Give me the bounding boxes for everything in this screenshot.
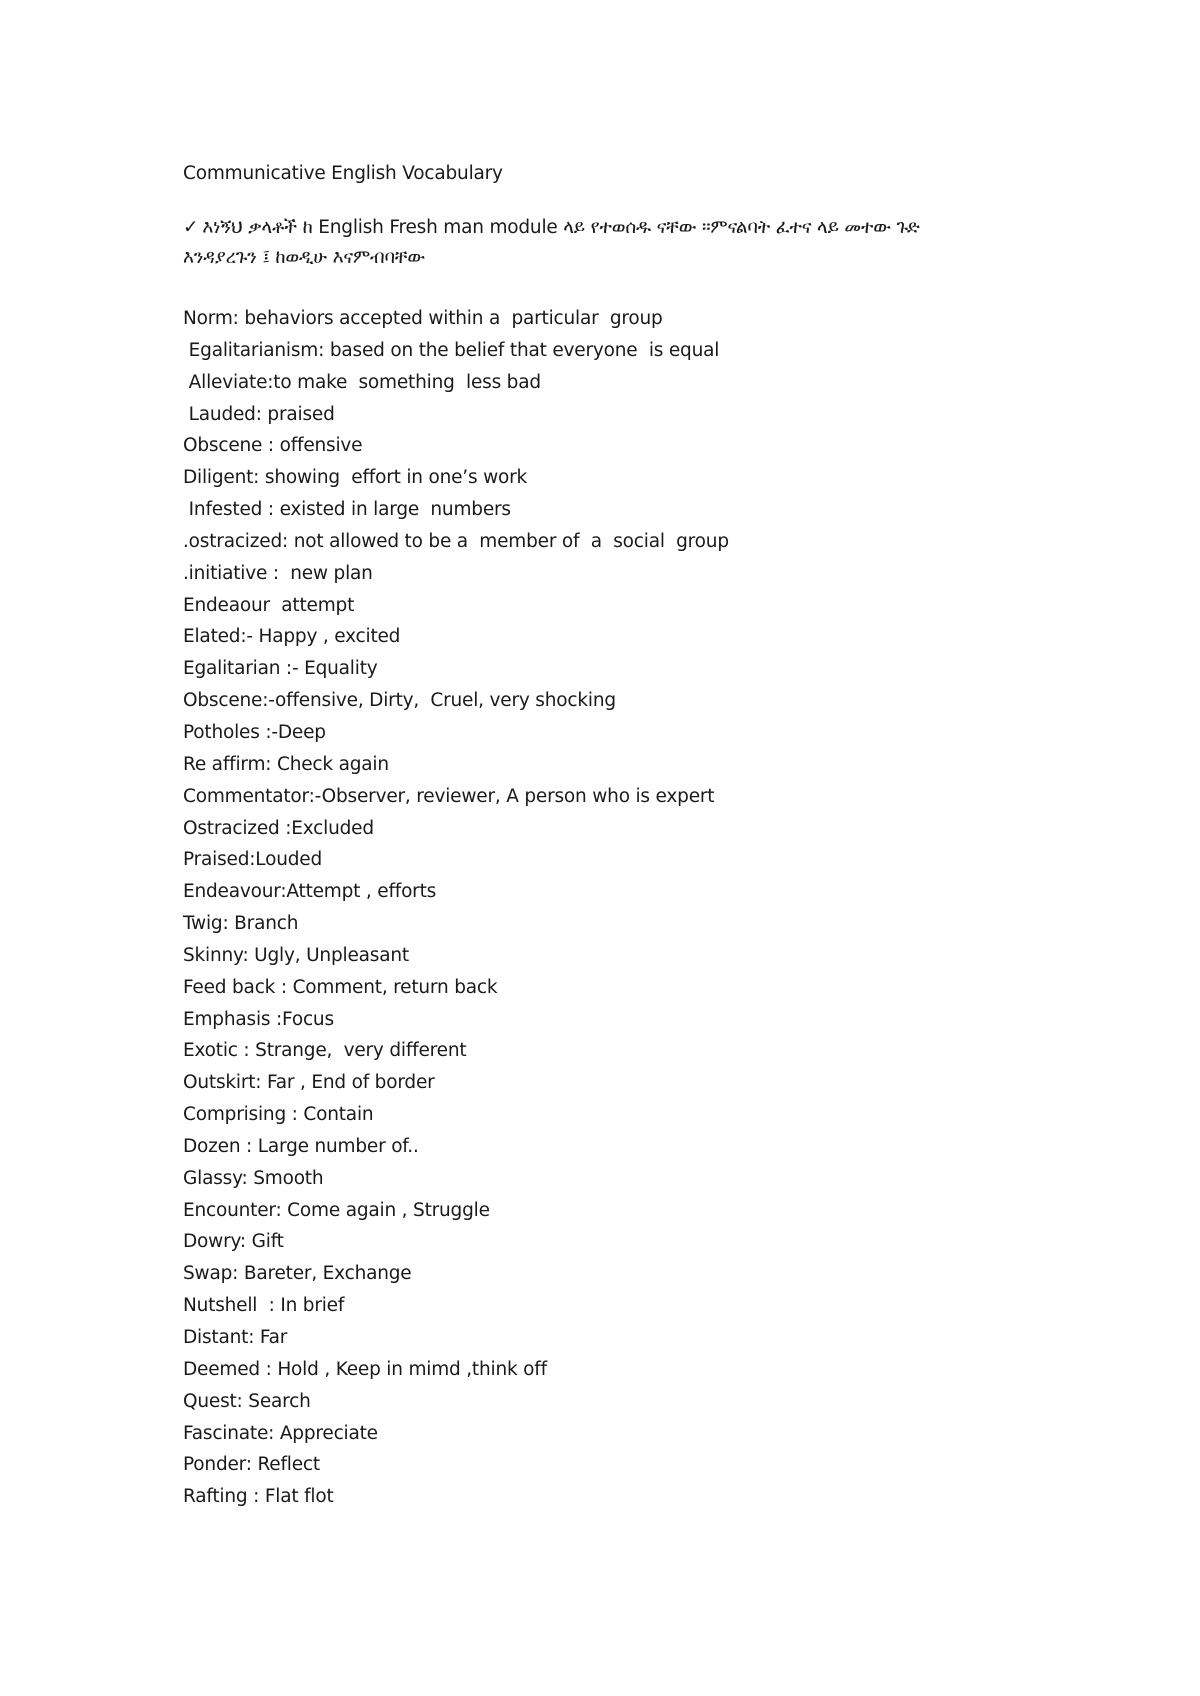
- vocabulary-entry: Dowry: Gift: [183, 1231, 284, 1253]
- vocabulary-entry: Distant: Far: [183, 1327, 288, 1348]
- intro-note: [183, 213, 963, 273]
- vocabulary-entry: Endeaour attempt: [183, 594, 355, 616]
- vocabulary-entry: Nutshell : In brief: [183, 1295, 345, 1317]
- vocabulary-entry: Norm: behaviors accepted within a particular group: [183, 308, 663, 329]
- vocabulary-entry: Emphasis :Focus: [183, 1008, 334, 1030]
- vocabulary-entry: Commentator:-Observer, reviewer, A person who is expert: [183, 785, 715, 807]
- vocabulary-entry: Egalitarianism: based on the belief that everyone is equal: [183, 339, 720, 361]
- vocabulary-entry: Exotic : Strange, very different: [183, 1040, 467, 1062]
- vocabulary-entry: Lauded: praised: [183, 403, 335, 425]
- vocabulary-entry: Obscene:-offensive, Dirty, Cruel, very shocking: [183, 690, 616, 712]
- vocabulary-entry: Alleviate:to make something less bad: [183, 371, 541, 393]
- vocabulary-entry: .initiative : new plan: [183, 562, 373, 584]
- vocabulary-entry: Endeavour:Attempt , efforts: [183, 881, 437, 903]
- vocabulary-entry: Outskirt: Far , End of border: [183, 1072, 435, 1094]
- checkmark-bullet-icon: ✓: [183, 217, 199, 238]
- vocabulary-entry: Ponder: Reflect: [183, 1454, 320, 1476]
- vocabulary-entry: Swap: Bareter, Exchange: [183, 1263, 412, 1285]
- vocabulary-entry: Quest: Search: [183, 1390, 311, 1412]
- vocabulary-entry: Comprising : Contain: [183, 1104, 374, 1126]
- vocabulary-entry: Encounter: Come again , Struggle: [183, 1199, 490, 1221]
- vocabulary-entry: Diligent: showing effort in one’s work: [183, 467, 528, 489]
- vocabulary-entry: Fascinate: Appreciate: [183, 1422, 378, 1444]
- vocabulary-entry: Rafting : Flat flot: [183, 1486, 334, 1508]
- vocabulary-list: [183, 303, 983, 1513]
- document-title: Communicative English Vocabulary: [183, 163, 503, 184]
- vocabulary-entry: Re affirm: Check again: [183, 753, 389, 775]
- vocabulary-entry: Skinny: Ugly, Unpleasant: [183, 944, 409, 966]
- intro-text: እነኝህ ቃላቶች ከ English Fresh man module ላይ የተወሰዱ ናቸው ።ምናልባት ፈተና ላይ መተው ጉድ እንዳያረጉን ፤ ከወዲሁ እናምብባቸው: [183, 217, 920, 268]
- vocabulary-entry: Praised:Louded: [183, 849, 323, 871]
- vocabulary-entry: Twig: Branch: [183, 913, 299, 935]
- vocabulary-entry: Obscene : offensive: [183, 435, 363, 457]
- vocabulary-entry: Egalitarian :- Equality: [183, 658, 378, 680]
- vocabulary-entry: Deemed : Hold , Keep in mimd ,think off: [183, 1358, 547, 1380]
- vocabulary-entry: Ostracized :Excluded: [183, 817, 374, 839]
- vocabulary-entry: Dozen : Large number of..: [183, 1135, 419, 1157]
- vocabulary-entry: Feed back : Comment, return back: [183, 976, 498, 998]
- vocabulary-entry: Glassy: Smooth: [183, 1167, 324, 1189]
- document-content: [183, 160, 983, 1513]
- vocabulary-entry: Potholes :-Deep: [183, 721, 326, 743]
- vocabulary-entry: Elated:- Happy , excited: [183, 626, 401, 648]
- vocabulary-entry: .ostracized: not allowed to be a member of a social group: [183, 530, 729, 552]
- vocabulary-entry: Infested : existed in large numbers: [183, 499, 511, 521]
